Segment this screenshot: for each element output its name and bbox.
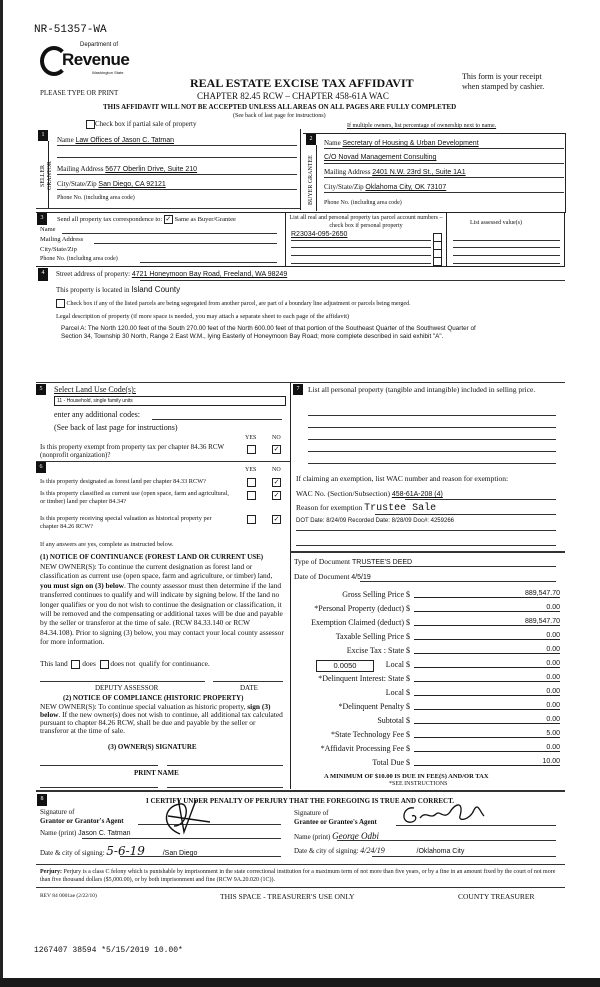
- land-use-label: Select Land Use Code(s):: [54, 385, 136, 394]
- grantee-signature-label: Signature of Grantee or Grantee's Agent: [294, 809, 377, 826]
- buyer-name-line2[interactable]: C/O Novad Management Consulting: [324, 154, 437, 161]
- parcel-header: List all real and personal property tax parcel account numbers – check box if personal property: [289, 215, 443, 229]
- notice2-title: (2) NOTICE OF COMPLIANCE (HISTORIC PROPERTY): [63, 694, 244, 702]
- exempt-yes-checkbox[interactable]: [247, 445, 256, 454]
- price-row-value[interactable]: 5.00: [414, 730, 560, 738]
- see-instructions: *SEE INSTRUCTIONS: [389, 781, 448, 787]
- notice1-title: (1) NOTICE OF CONTINUANCE (FOREST LAND OR CURRENT USE): [40, 553, 264, 561]
- grantee-name-field[interactable]: Name (print) George Odbi: [294, 831, 380, 841]
- price-row-value[interactable]: 889,547.70: [414, 590, 560, 598]
- print-name-label: PRINT NAME: [134, 769, 179, 777]
- street-address-field[interactable]: Street address of property: 4721 Honeymoon Bay Road, Freeland, WA 98249: [56, 270, 288, 278]
- price-row-value[interactable]: 0.00: [414, 716, 560, 724]
- exempt-question: Is this property exempt from property tax per chapter 84.36 RCW (nonprofit organization)?: [40, 443, 224, 459]
- doc-type-field[interactable]: Type of Document TRUSTEE'S DEED: [294, 557, 413, 566]
- price-row: [300, 716, 560, 729]
- form-warning: THIS AFFIDAVIT WILL NOT BE ACCEPTED UNLESS ALL AREAS ON ALL PAGES ARE FULLY COMPLETED: [103, 103, 457, 111]
- price-row-label: Local $: [385, 688, 410, 697]
- price-row-label: *State Technology Fee $: [330, 730, 410, 739]
- grantor-name-field[interactable]: Name (print) Jason C. Tatman: [40, 829, 131, 837]
- parcel-number[interactable]: R23034-095-2650: [291, 231, 348, 238]
- price-row-value[interactable]: 0.00: [414, 660, 560, 668]
- corr-mail[interactable]: Mailing Address: [40, 236, 84, 243]
- price-row: [300, 590, 560, 603]
- exemption-label: If claiming an exemption, list WAC number and reason for exemption:: [296, 474, 509, 483]
- grantee-date-field[interactable]: Date & city of signing: 4/24/19 /Oklahoma City: [294, 846, 465, 855]
- price-row-label: Subtotal $: [377, 716, 410, 725]
- corr-name[interactable]: Name: [40, 226, 56, 233]
- buyer-mail-field[interactable]: Mailing Address 2401 N.W. 23rd St., Suite 1A1: [324, 168, 466, 176]
- rev-number: REV 84 0001ae (2/22/10): [40, 893, 97, 899]
- receipt-note: This form is your receipt when stamped by cashier.: [462, 72, 545, 91]
- land-use-see-back: (See back of last page for instructions): [54, 423, 178, 432]
- notice1-text: NEW OWNER(S): To continue the current designation as forest land or classification as current use (open space, farm and agriculture, or timber) land, you must sign on (3) below. The county assessor must then determine if the land transferred continues to qualify and will indicate by signing below. If the land no longer qualifies or you do not wish to continue the designation or classification, it will be removed and the compensating or additional taxes will be due and payable by the seller or transferor at the time of sale. (RCW 84.33.140 or RCW 84.34.108). Prior to signing (3) below, you may contact your local county assessor for more information.: [40, 562, 284, 647]
- certify-statement: I CERTIFY UNDER PENALTY OF PERJURY THAT THE FOREGOING IS TRUE AND CORRECT.: [146, 797, 455, 805]
- price-row-value[interactable]: 0.00: [414, 646, 560, 654]
- price-row-value[interactable]: 889,547.70: [414, 618, 560, 626]
- price-row: [300, 702, 560, 715]
- legal-description[interactable]: Parcel A: The North 120.00 feet of the South 270.00 feet of the North 600.00 feet of that portion of the Southeast Quarter of the Southwest Quarter of Section 34, Township 30 North, Range 2 East W.M., lying Easterly of Honeymoon Bay Road; more complete described in said exhibit "A".: [61, 325, 476, 340]
- current-use-yes-checkbox[interactable]: [247, 491, 256, 500]
- price-row: [300, 674, 560, 687]
- segregated-checkbox[interactable]: Check box if any of the listed parcels are being segregated from another parcel, are part of a boundary line adjustment or parcels being merged.: [56, 299, 411, 308]
- form-chapter: CHAPTER 82.45 RCW – CHAPTER 458-61A WAC: [197, 91, 389, 101]
- buyer-side-label: BUYER GRANTEE: [308, 155, 314, 205]
- section-5-badge: 5: [36, 384, 46, 395]
- buyer-phone-field[interactable]: Phone No. (including area code): [324, 200, 402, 206]
- forest-yes-checkbox[interactable]: [247, 478, 256, 487]
- minimum-notice: A MINIMUM OF $10.00 IS DUE IN FEE(S) AND/OR TAX: [324, 773, 489, 780]
- price-row-label: *Affidavit Processing Fee $: [320, 744, 410, 753]
- price-row: [300, 730, 560, 743]
- grantor-signature-label: Signature of Grantor or Grantor's Agent: [40, 808, 124, 825]
- see-back: (See back of last page for instructions): [233, 113, 326, 119]
- current-use-question: Is this property classified as current use (open space, farm and agricultural, or timber) land per chapter 84.34?: [40, 490, 230, 505]
- price-row: [300, 632, 560, 645]
- reference-number: NR-51357-WA: [34, 24, 107, 36]
- seller-phone-field[interactable]: Phone No. (including area code): [57, 195, 135, 201]
- historic-no-checkbox[interactable]: ✓: [273, 515, 280, 523]
- please-type: PLEASE TYPE OR PRINT: [40, 89, 119, 97]
- form-title: REAL ESTATE EXCISE TAX AFFIDAVIT: [190, 76, 414, 90]
- legal-description-label: Legal description of property (if more space is needed, you may attach a separate sheet to each page of the affidavit): [56, 313, 350, 320]
- forest-no-checkbox[interactable]: ✓: [273, 478, 280, 486]
- current-use-no-checkbox[interactable]: ✓: [273, 491, 280, 499]
- additional-codes[interactable]: enter any additional codes:: [54, 410, 140, 419]
- same-as-buyer-checkbox[interactable]: Send all property tax correspondence to: ✓ Same as Buyer/Grantee: [57, 215, 236, 223]
- price-row: [300, 744, 560, 757]
- price-row-label: Taxable Selling Price $: [335, 632, 410, 641]
- historic-yes-checkbox[interactable]: [247, 515, 256, 524]
- price-row-label: *Delinquent Interest: State $: [318, 674, 410, 683]
- perjury-notice: Perjury: Perjury is a class C felony which is punishable by imprisonment in the state correctional institution for a maximum term of not more than five years, or by a fine in an amount fixed by the court of not more than five thousand dollars ($5,000.00), or by both imprisonment and fine (RCW 9A.20.020 (1C)).: [40, 869, 556, 883]
- exempt-no-checkbox[interactable]: ✓: [273, 445, 280, 453]
- price-row: [300, 646, 560, 659]
- price-row-label: *Personal Property (deduct) $: [314, 604, 410, 613]
- price-row-label: Exemption Claimed (deduct) $: [311, 618, 410, 627]
- price-row-label: *Delinquent Penalty $: [338, 702, 410, 711]
- price-row-label: Local $: [385, 660, 410, 669]
- partial-sale-checkbox[interactable]: Check box if partial sale of property: [86, 120, 196, 129]
- reason-field[interactable]: Reason for exemption Trustee Sale: [296, 503, 437, 514]
- dor-logo: Department of Revenue Washington State: [40, 42, 124, 86]
- buyer-name-field[interactable]: Name Secretary of Housing & Urban Development: [324, 139, 479, 147]
- grantee-signature[interactable]: [400, 798, 490, 828]
- owner-signature-line[interactable]: [40, 765, 158, 766]
- historic-question: Is this property receiving special valuation as historical property per chapter 84.26 RCW?: [40, 515, 212, 530]
- date-label: DATE: [240, 684, 258, 692]
- assessed-header: List assessed value(s): [470, 220, 522, 226]
- price-row-value[interactable]: 10.00: [414, 758, 560, 766]
- section-1-badge: 1: [38, 130, 48, 141]
- price-row-value[interactable]: 0.00: [414, 632, 560, 640]
- reason-detail[interactable]: DOT Date: 8/24/09 Recorded Date: 8/28/09 Doc#: 4259266: [296, 518, 454, 524]
- price-row: [300, 758, 560, 771]
- corr-phone[interactable]: Phone No. (including area code): [40, 256, 118, 262]
- seller-name-field[interactable]: Name Law Offices of Jason C. Tatman: [57, 136, 175, 144]
- land-use-select[interactable]: 11 - Household, single family units: [54, 396, 286, 406]
- county-treasurer: COUNTY TREASURER: [458, 892, 535, 901]
- section-3-badge: 3: [37, 213, 47, 225]
- doc-date-field[interactable]: Date of Document 4/5/19: [294, 572, 371, 581]
- price-row-value[interactable]: 0.00: [414, 744, 560, 752]
- deputy-assessor-label: DEPUTY ASSESSOR: [95, 684, 159, 692]
- price-row: [300, 688, 560, 701]
- county-field[interactable]: This property is located in Island County: [56, 285, 181, 294]
- seller-mail-field[interactable]: Mailing Address 5677 Oberlin Drive, Suite 210: [57, 165, 198, 173]
- seller-city-field[interactable]: City/State/Zip San Diego, CA 92121: [57, 180, 166, 188]
- price-row-value[interactable]: 0.00: [414, 702, 560, 710]
- check-icon[interactable]: ✓: [165, 215, 172, 223]
- owner-signature-label: (3) OWNER(S) SIGNATURE: [108, 743, 197, 751]
- personal-property-label: List all personal property (tangible and intangible) included in selling price.: [308, 385, 536, 394]
- corr-city[interactable]: City/State/Zip: [40, 246, 77, 253]
- treasurer-space: THIS SPACE - TREASURER'S USE ONLY: [220, 892, 355, 901]
- grantor-signature[interactable]: [150, 796, 220, 836]
- if-yes-note: If any answers are yes, complete as instructed below.: [40, 541, 174, 548]
- local-rate-box[interactable]: 0.0050: [316, 660, 374, 672]
- section-6-badge: 6: [36, 462, 46, 473]
- notice2-text: NEW OWNER(S): To continue special valuation as historic property, sign (3) below. If the new owner(s) does not wish to continue, all additional tax calculated pursuant to chapter 84.26 RCW, shall be due and payable by the seller or transferor at the time of sale.: [40, 702, 283, 735]
- section-4-badge: 4: [38, 268, 48, 281]
- price-row-value[interactable]: 0.00: [414, 674, 560, 682]
- section-2-badge: 2: [306, 134, 316, 145]
- personal-property-checkbox[interactable]: [433, 257, 442, 266]
- forest-question: Is this property designated as forest land per chapter 84.33 RCW?: [40, 478, 206, 485]
- scan-edge-left: [0, 0, 3, 987]
- price-row-value[interactable]: 0.00: [414, 604, 560, 612]
- price-row-label: Gross Selling Price $: [342, 590, 410, 599]
- grantor-date-field[interactable]: Date & city of signing: 5-6-19 /San Diego: [40, 844, 198, 858]
- buyer-city-field[interactable]: City/State/Zip Oklahoma City, OK 73107: [324, 183, 447, 191]
- price-row-label: Total Due $: [372, 758, 410, 767]
- multiple-owners-note: If multiple owners, list percentage of ownership next to name.: [347, 123, 497, 129]
- price-row-label: Excise Tax : State $: [346, 646, 410, 655]
- section-7-badge: 7: [293, 384, 303, 395]
- does-not-checkbox[interactable]: [100, 660, 109, 669]
- price-row: [300, 618, 560, 631]
- wac-field[interactable]: WAC No. (Section/Subsection) 458-61A-208 (4): [296, 489, 443, 498]
- price-row: [300, 604, 560, 617]
- treasurer-stamp: 1267407 38594 *5/15/2019 10.00*: [34, 946, 183, 955]
- seller-side-label: SELLER GRANTOR: [40, 161, 53, 191]
- section-8-badge: 8: [37, 794, 47, 806]
- price-row-value[interactable]: 0.00: [414, 688, 560, 696]
- scan-edge-bottom: [0, 978, 600, 987]
- continuance-checkboxes: This land does does not qualify for continuance.: [40, 659, 210, 668]
- does-checkbox[interactable]: [71, 660, 80, 669]
